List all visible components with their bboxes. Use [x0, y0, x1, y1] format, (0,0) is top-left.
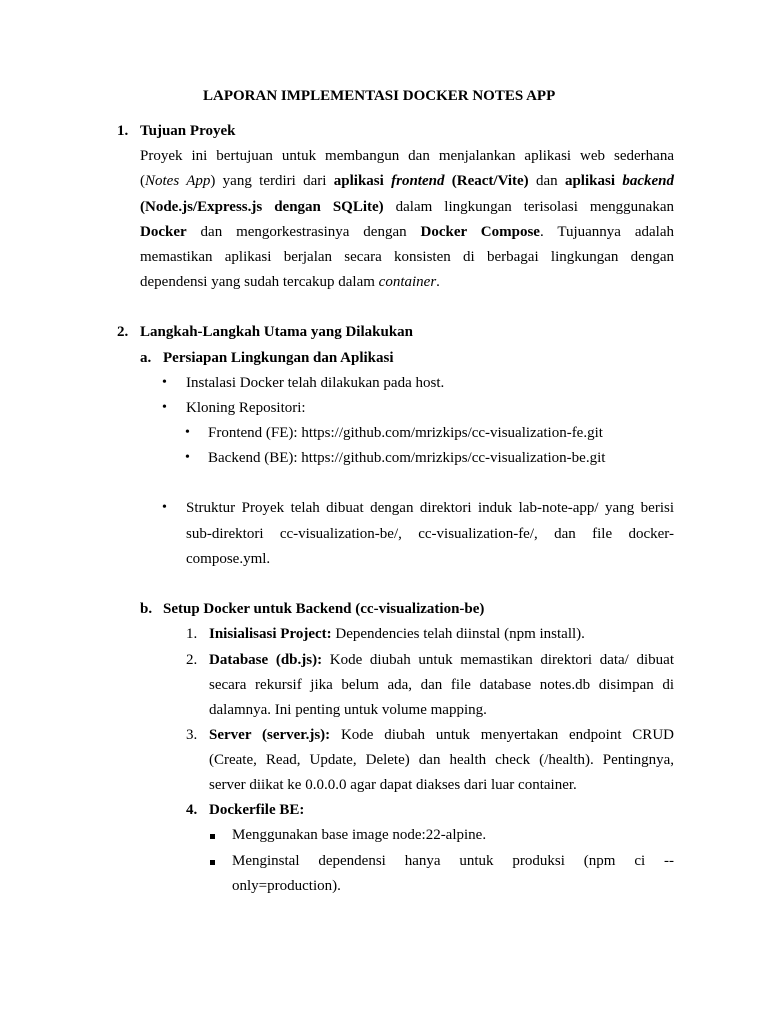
step-3-line-2: (Create, Read, Update, Delete) dan health check (/health). Pentingnya,: [209, 752, 674, 768]
section-2-heading: Langkah-Langkah Utama yang Dilakukan: [140, 324, 414, 340]
section-1-number: 1.: [117, 123, 129, 139]
step-number: 4.: [186, 802, 198, 818]
section-1-line-1: Proyek ini bertujuan untuk membangun dan menjalankan aplikasi web sederhana: [140, 148, 674, 164]
bullet-icon: •: [185, 425, 190, 440]
step-number: 3.: [186, 727, 198, 743]
subsection-a-heading: Persiapan Lingkungan dan Aplikasi: [163, 350, 394, 366]
step-3-line-1: Server (server.js): Kode diubah untuk menyertakan endpoint CRUD: [209, 727, 674, 743]
section-2-number: 2.: [117, 324, 129, 340]
bullet-icon: •: [162, 375, 167, 390]
list-item: Kloning Repositori:: [186, 400, 306, 416]
section-1-line-5: memastikan aplikasi berjalan secara konsisten di berbagai lingkungan dengan: [140, 249, 674, 265]
repo-frontend-link[interactable]: Frontend (FE): https://github.com/mrizkips/cc-visualization-fe.git: [208, 425, 603, 441]
step-number: 2.: [186, 652, 198, 668]
step-3-line-3: server diikat ke 0.0.0.0 agar dapat diakses dari luar container.: [209, 777, 577, 793]
step-1-line-1: Inisialisasi Project: Dependencies telah diinstal (npm install).: [209, 626, 585, 642]
section-1-line-6: dependensi yang sudah tercakup dalam container.: [140, 274, 440, 290]
step-4-heading: Dockerfile BE:: [209, 802, 305, 818]
step-2-line-1: Database (db.js): Kode diubah untuk memastikan direktori data/ dibuat: [209, 652, 674, 668]
bullet-icon: •: [162, 500, 167, 515]
section-1-line-3: (Node.js/Express.js dengan SQLite) dalam lingkungan terisolasi menggunakan: [140, 199, 674, 215]
section-1-line-4: Docker dan mengorkestrasinya dengan Docker Compose. Tujuannya adalah: [140, 224, 674, 240]
step-2-line-3: dalamnya. Ini penting untuk volume mapping.: [209, 702, 487, 718]
square-bullet-icon: [210, 852, 215, 870]
repo-backend-link[interactable]: Backend (BE): https://github.com/mrizkips/cc-visualization-be.git: [208, 450, 606, 466]
struktur-line-2: sub-direktori cc-visualization-be/, cc-visualization-fe/, dan file docker-: [186, 526, 674, 542]
bullet-icon: •: [162, 400, 167, 415]
subsection-b-heading: Setup Docker untuk Backend (cc-visualization-be): [163, 601, 485, 617]
section-1-line-2: (Notes App) yang terdiri dari aplikasi frontend (React/Vite) dan aplikasi backend: [140, 173, 674, 189]
step-2-line-2: secara rekursif jika belum ada, dan file database notes.db disimpan di: [209, 677, 674, 693]
document-title: LAPORAN IMPLEMENTASI DOCKER NOTES APP: [203, 88, 556, 104]
bullet-icon: •: [185, 450, 190, 465]
section-1-heading: Tujuan Proyek: [140, 123, 236, 139]
struktur-line-3: compose.yml.: [186, 551, 271, 567]
list-item: Instalasi Docker telah dilakukan pada host.: [186, 375, 445, 391]
struktur-line-1: Struktur Proyek telah dibuat dengan direktori induk lab-note-app/ yang berisi: [186, 500, 674, 516]
square-bullet-icon: [210, 826, 215, 844]
step-number: 1.: [186, 626, 198, 642]
list-item-continuation: only=production).: [232, 878, 341, 894]
list-item: Menggunakan base image node:22-alpine.: [232, 827, 487, 843]
subsection-b-letter: b.: [140, 601, 153, 617]
list-item: Menginstal dependensi hanya untuk produksi (npm ci --: [232, 853, 674, 869]
subsection-a-letter: a.: [140, 350, 152, 366]
